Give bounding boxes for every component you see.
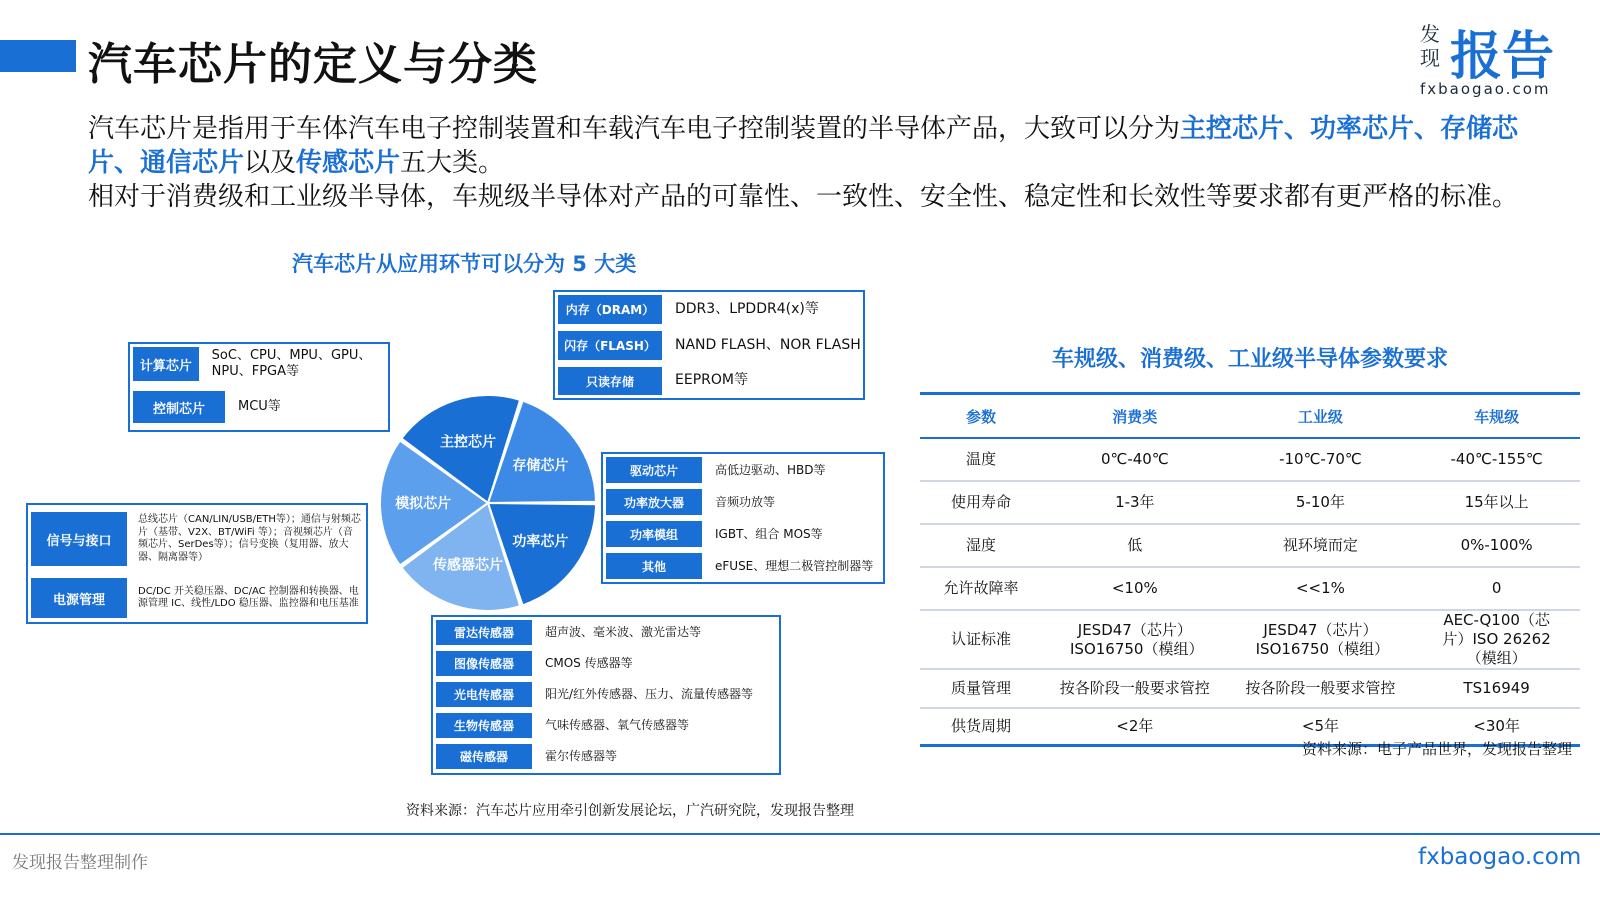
table-cell: -40℃-155℃ xyxy=(1413,438,1580,481)
power-chip-group xyxy=(601,452,885,584)
control-label: 控制芯片 xyxy=(133,391,225,423)
power-mgmt-row xyxy=(28,575,366,621)
intro-p1-a: 汽车芯片是指用于车体汽车电子控制装置和车载汽车电子控制装置的半导体产品，大致可以分为 xyxy=(88,114,1181,144)
page-title: 汽车芯片的定义与分类 xyxy=(88,39,538,90)
table-cell: <2年 xyxy=(1042,708,1228,746)
signal-text: 总线芯片（CAN/LIN/USB/ETH等）；通信与射频芯片（基带、V2X、BT/WiFi 等）；音视频芯片（音频芯片、SerDes等）；信号变换（复用器、放大器、隔离器等） xyxy=(138,514,361,563)
table-cell: 5-10年 xyxy=(1228,481,1414,524)
intro-p1-c: 五大类。 xyxy=(400,148,505,178)
table-cell: 0%-100% xyxy=(1413,524,1580,567)
table-cell: <5年 xyxy=(1228,708,1414,746)
table-cell: JESD47（芯片）ISO16750（模组） xyxy=(1042,610,1228,669)
driver-text: 高低边驱动、HBD等 xyxy=(715,462,826,477)
photo-sensor-text: 阳光/红外传感器、压力、流量传感器等 xyxy=(545,687,754,701)
footer-url[interactable]: fxbaogao.com xyxy=(1418,844,1582,870)
table-cell: 按各阶段一般要求管控 xyxy=(1042,669,1228,708)
table-cell: 1-3年 xyxy=(1042,481,1228,524)
radar-label: 雷达传感器 xyxy=(436,620,532,645)
signal-label: 信号与接口 xyxy=(31,512,127,566)
storage-chip-group xyxy=(553,290,865,400)
magnetic-sensor-row xyxy=(433,741,779,772)
table-source: 资料来源：电子产品世界，发现报告整理 xyxy=(1302,740,1573,758)
photo-sensor-row xyxy=(433,679,779,710)
logo-url: fxbaogao.com xyxy=(1420,80,1551,98)
dram-text: DDR3、LPDDR4(x)等 xyxy=(675,300,819,317)
rom-text: EEPROM等 xyxy=(675,372,748,389)
table-row xyxy=(920,438,1580,481)
signal-row xyxy=(28,505,366,573)
table-title: 车规级、消费级、工业级半导体参数要求 xyxy=(1051,347,1448,372)
photo-sensor-label: 光电传感器 xyxy=(436,682,532,707)
other-row xyxy=(603,550,883,582)
table-cell: 视环境而定 xyxy=(1228,524,1414,567)
table-cell: 使用寿命 xyxy=(920,481,1042,524)
other-label: 其他 xyxy=(606,553,702,579)
bio-sensor-row xyxy=(433,710,779,741)
table-cell: 低 xyxy=(1042,524,1228,567)
intro-text xyxy=(88,112,1548,214)
logo-small-text: 发现 xyxy=(1420,22,1440,70)
amplifier-text: 音频功放等 xyxy=(715,494,776,509)
footer-divider xyxy=(0,833,1600,835)
amplifier-row xyxy=(603,486,883,518)
flash-text: NAND FLASH、NOR FLASH xyxy=(675,336,861,353)
table-cell: 按各阶段一般要求管控 xyxy=(1228,669,1414,708)
table-cell: AEC-Q100（芯片）ISO 26262（模组） xyxy=(1413,610,1580,669)
control-row xyxy=(130,388,388,426)
flash-label: 闪存（FLASH） xyxy=(558,331,662,360)
table-cell: 认证标准 xyxy=(920,610,1042,669)
table-cell: 允许故障率 xyxy=(920,567,1042,610)
table-row xyxy=(920,669,1580,708)
sensor-chip-group xyxy=(431,615,781,775)
table-header: 参数 xyxy=(920,394,1042,439)
dram-row xyxy=(555,292,863,327)
table-cell: <10% xyxy=(1042,567,1228,610)
logo-big-text: 报告 xyxy=(1450,27,1555,87)
spec-table xyxy=(920,392,1580,747)
table-row xyxy=(920,567,1580,610)
flash-row xyxy=(555,328,863,363)
driver-row xyxy=(603,454,883,486)
image-sensor-row xyxy=(433,648,779,679)
table-cell: 0℃-40℃ xyxy=(1042,438,1228,481)
compute-chip-group xyxy=(128,342,390,432)
table-row xyxy=(920,524,1580,567)
control-text: MCU等 xyxy=(238,398,281,414)
pie-label-main-control: 主控芯片 xyxy=(440,434,496,451)
rom-row xyxy=(555,364,863,398)
image-sensor-text: CMOS 传感器等 xyxy=(545,656,633,670)
table-header: 车规级 xyxy=(1413,394,1580,439)
pie-label-sensor: 传感器芯片 xyxy=(433,557,503,574)
power-mgmt-text: DC/DC 开关稳压器、DC/AC 控制器和转换器、电源管理 IC、线性/LDO 稳压器、监控器和电压基准 xyxy=(138,585,359,609)
table-cell: 供货周期 xyxy=(920,708,1042,746)
dram-label: 内存（DRAM） xyxy=(558,295,662,324)
pie-label-power: 功率芯片 xyxy=(512,534,569,551)
radar-text: 超声波、毫米波、激光雷达等 xyxy=(545,625,702,639)
table-cell: 湿度 xyxy=(920,524,1042,567)
compute-text: SoC、CPU、MPU、GPU、NPU、FPGA等 xyxy=(211,347,372,379)
intro-highlight-2: 传感芯片 xyxy=(296,148,401,178)
analog-chip-group xyxy=(26,503,368,624)
table-cell: <<1% xyxy=(1228,567,1414,610)
footer-credit: 发现报告整理制作 xyxy=(12,853,148,873)
table-cell: 15年以上 xyxy=(1413,481,1580,524)
magnetic-sensor-label: 磁传感器 xyxy=(436,744,532,769)
compute-row xyxy=(130,344,388,384)
chip-category-pie xyxy=(378,393,598,613)
power-mgmt-label: 电源管理 xyxy=(31,578,127,618)
table-row xyxy=(920,610,1580,669)
module-text: IGBT、组合 MOS等 xyxy=(715,526,823,541)
title-accent-bar xyxy=(0,40,76,72)
table-header-row xyxy=(920,394,1580,439)
intro-highlight-1: 主控芯片、功率芯片、存储芯片、通信芯片 xyxy=(88,114,1519,178)
module-label: 功率模组 xyxy=(606,521,702,547)
table-header: 消费类 xyxy=(1042,394,1228,439)
intro-p1-b: 以及 xyxy=(244,148,297,178)
table-cell: 温度 xyxy=(920,438,1042,481)
magnetic-sensor-text: 霍尔传感器等 xyxy=(545,749,618,763)
brand-logo xyxy=(1420,18,1580,98)
pie-label-storage: 存储芯片 xyxy=(512,457,569,474)
image-sensor-label: 图像传感器 xyxy=(436,651,532,676)
table-header: 工业级 xyxy=(1228,394,1414,439)
table-cell: -10℃-70℃ xyxy=(1228,438,1414,481)
table-cell: <30年 xyxy=(1413,708,1580,746)
table-cell: 0 xyxy=(1413,567,1580,610)
diagram-title: 汽车芯片从应用环节可以分为 5 大类 xyxy=(292,252,637,276)
rom-label: 只读存储 xyxy=(558,367,662,395)
table-cell: 质量管理 xyxy=(920,669,1042,708)
table-cell: JESD47（芯片）ISO16750（模组） xyxy=(1228,610,1414,669)
module-row xyxy=(603,518,883,550)
pie-label-analog: 模拟芯片 xyxy=(395,496,452,512)
intro-paragraph-1 xyxy=(88,112,1548,180)
intro-paragraph-2: 相对于消费级和工业级半导体，车规级半导体对产品的可靠性、一致性、安全性、稳定性和长效性等要求都有更严格的标准。 xyxy=(88,182,1519,212)
other-text: eFUSE、理想二极管控制器等 xyxy=(715,558,874,573)
table-cell: TS16949 xyxy=(1413,669,1580,708)
compute-label: 计算芯片 xyxy=(133,347,199,381)
table-row xyxy=(920,481,1580,524)
driver-label: 驱动芯片 xyxy=(606,457,702,483)
bio-sensor-label: 生物传感器 xyxy=(436,713,532,738)
amplifier-label: 功率放大器 xyxy=(606,489,702,515)
bio-sensor-text: 气味传感器、氧气传感器等 xyxy=(545,718,690,732)
radar-row xyxy=(433,617,779,648)
diagram-source: 资料来源：汽车芯片应用牵引创新发展论坛，广汽研究院，发现报告整理 xyxy=(406,803,854,819)
